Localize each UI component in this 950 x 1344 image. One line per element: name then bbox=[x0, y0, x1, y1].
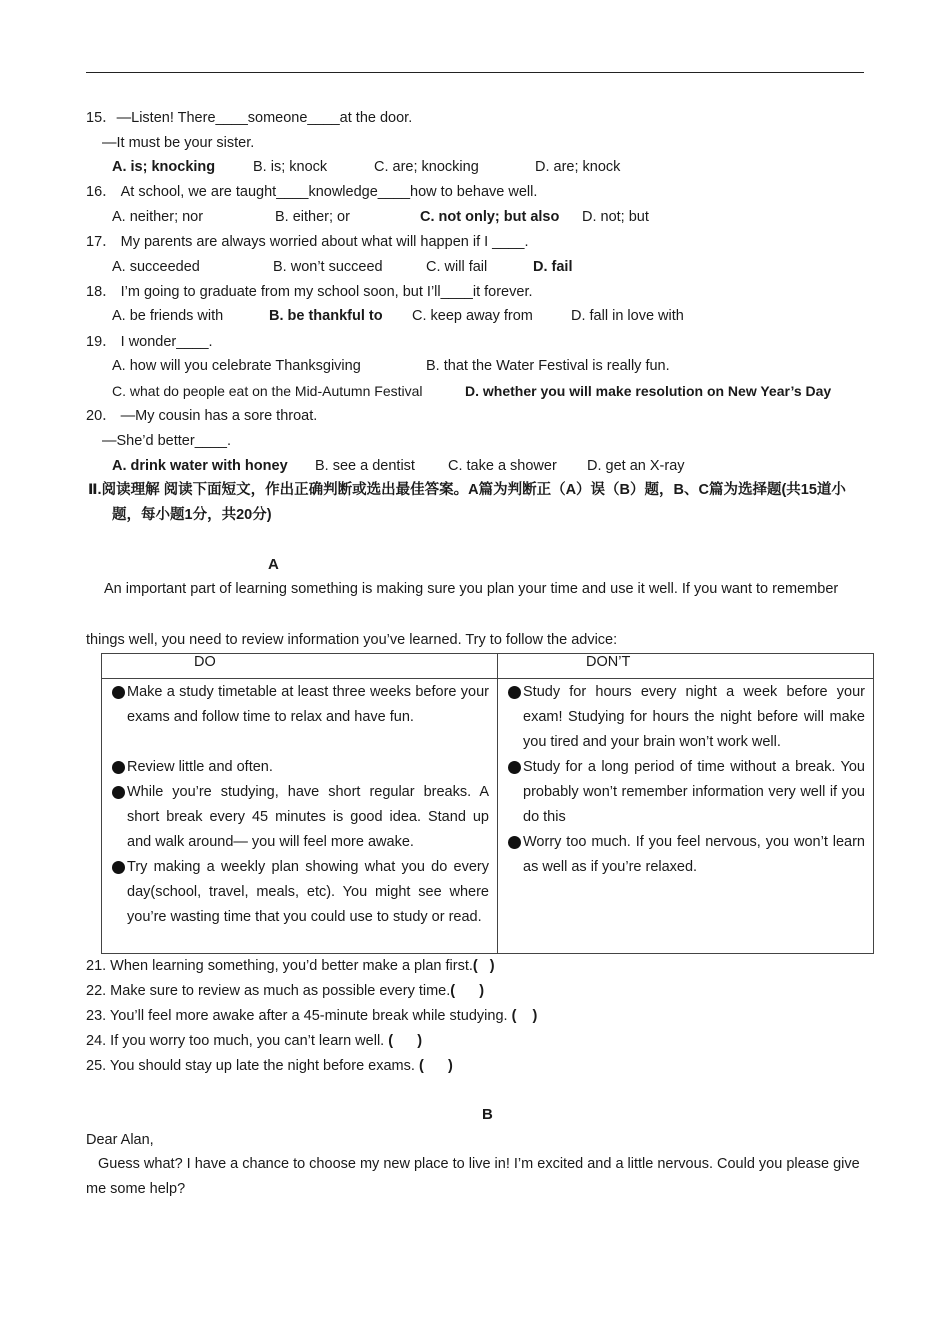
section-2-heading bbox=[88, 478, 868, 528]
option-a: A. drink water with honey bbox=[112, 458, 288, 474]
question-number: 15． bbox=[86, 110, 117, 126]
letter-body: Guess what? I have a chance to choose my new place to live in! I’m excited and a little nervous. Could you please give me some help? bbox=[86, 1156, 860, 1197]
do-column bbox=[102, 679, 498, 954]
do-item: While you’re studying, have short regular breaks. A short break every 45 minutes is good idea. Stand up and walk around— you will feel more awake. bbox=[102, 780, 497, 855]
passage-a-intro-line1: An important part of learning something is making sure you plan your time and use it well. If you want to remember bbox=[104, 581, 839, 597]
option-d: D. not; but bbox=[582, 209, 649, 225]
question-15-reply: —It must be your sister. bbox=[102, 135, 255, 151]
answer-bracket[interactable]: ( ) bbox=[511, 1008, 538, 1024]
do-item: Try making a weekly plan showing what you do every day(school, travel, meals, etc). You might see where you’re wasting time that you could use to study or read. bbox=[102, 855, 497, 930]
question-20 bbox=[86, 407, 317, 425]
dont-column bbox=[498, 679, 874, 954]
do-item: Make a study timetable at least three weeks before your exams and follow time to relax and have fun. bbox=[102, 680, 497, 730]
letter-salutation: Dear Alan, bbox=[86, 1132, 154, 1148]
answer-bracket[interactable]: ( ) bbox=[450, 983, 485, 999]
question-15 bbox=[86, 109, 412, 127]
option-b: B. is; knock bbox=[253, 159, 328, 175]
dont-item: Study for hours every night a week before your exam! Studying for hours the night before will make you tired and your brain won’t work well. bbox=[498, 680, 873, 755]
do-item: Review little and often. bbox=[102, 755, 497, 780]
question-stem: My parents are always worried about what will happen if I ____. bbox=[120, 234, 529, 250]
option-a: A. how will you celebrate Thanksgiving bbox=[112, 358, 361, 374]
bullet-icon bbox=[112, 786, 125, 799]
option-c: C. will fail bbox=[426, 259, 488, 275]
bullet-icon bbox=[112, 861, 125, 874]
question-19 bbox=[86, 333, 213, 351]
option-a: A. neither; nor bbox=[112, 209, 204, 225]
question-stem: —Listen! There____someone____at the door. bbox=[116, 110, 413, 126]
dont-header: DON’T bbox=[498, 654, 874, 679]
question-number: 20． bbox=[86, 408, 117, 424]
bullet-icon bbox=[112, 761, 125, 774]
option-b: B. be thankful to bbox=[269, 308, 383, 324]
question-17 bbox=[86, 233, 528, 251]
do-header: DO bbox=[102, 654, 498, 679]
statement-24: 24. If you worry too much, you can’t learn well. ( ) bbox=[86, 1033, 423, 1049]
option-c: C. what do people eat on the Mid-Autumn Festival bbox=[112, 383, 423, 399]
option-d: D. fail bbox=[533, 259, 573, 275]
answer-bracket[interactable]: ( ) bbox=[388, 1033, 423, 1049]
option-c: C. are; knocking bbox=[374, 159, 479, 175]
statement-21: 21. When learning something, you’d better make a plan first.( ) bbox=[86, 958, 495, 974]
question-stem: I wonder____. bbox=[120, 334, 213, 350]
statement-22: 22. Make sure to review as much as possible every time.( ) bbox=[86, 983, 485, 999]
question-number: 16． bbox=[86, 184, 117, 200]
option-b: B. won’t succeed bbox=[273, 259, 383, 275]
option-a: A. succeeded bbox=[112, 259, 200, 275]
dont-item: Study for a long period of time without a break. You probably won’t remember information very well if you do this bbox=[498, 755, 873, 830]
bullet-icon bbox=[508, 836, 521, 849]
option-c: C. take a shower bbox=[448, 458, 557, 474]
header-rule bbox=[86, 72, 864, 73]
passage-a-intro-line2: things well, you need to review information you’ve learned. Try to follow the advice: bbox=[86, 632, 618, 648]
question-20-reply: —She’d better____. bbox=[102, 433, 231, 449]
statement-23: 23. You’ll feel more awake after a 45-minute break while studying. ( ) bbox=[86, 1008, 538, 1024]
answer-bracket[interactable]: ( ) bbox=[418, 1058, 453, 1074]
dont-item: Worry too much. If you feel nervous, you won’t learn as well as if you’re relaxed. bbox=[498, 830, 873, 880]
option-b: B. either; or bbox=[275, 209, 350, 225]
option-c: C. keep away from bbox=[412, 308, 533, 324]
question-number: 17． bbox=[86, 234, 117, 250]
question-stem: I’m going to graduate from my school soon, but I’ll____it forever. bbox=[120, 284, 533, 300]
option-d: D. fall in love with bbox=[571, 308, 684, 324]
question-number: 18． bbox=[86, 284, 117, 300]
section-2-title: Ⅱ.阅读理解 阅读下面短文，作出正确判断或选出最佳答案。A篇为判断正（A）误（B）题，B、C篇为选择题(共15道小题，每小题1分，共20分) bbox=[88, 482, 846, 523]
question-16 bbox=[86, 183, 537, 201]
option-d: D. whether you will make resolution on New Year’s Day bbox=[465, 383, 832, 399]
question-number: 19． bbox=[86, 334, 117, 350]
question-18 bbox=[86, 283, 533, 301]
question-stem: —My cousin has a sore throat. bbox=[120, 408, 318, 424]
option-a: A. be friends with bbox=[112, 308, 224, 324]
bullet-icon bbox=[508, 761, 521, 774]
advice-table bbox=[101, 653, 874, 954]
option-d: D. are; knock bbox=[535, 159, 621, 175]
passage-a-heading: A bbox=[268, 556, 279, 573]
passage-a-intro bbox=[104, 577, 862, 602]
passage-b-heading: B bbox=[482, 1106, 493, 1123]
option-b: B. that the Water Festival is really fun. bbox=[426, 358, 670, 374]
option-c: C. not only; but also bbox=[420, 209, 560, 225]
bullet-icon bbox=[508, 686, 521, 699]
question-stem: At school, we are taught____knowledge____how to behave well. bbox=[120, 184, 538, 200]
option-b: B. see a dentist bbox=[315, 458, 415, 474]
bullet-icon bbox=[112, 686, 125, 699]
answer-bracket[interactable]: ( ) bbox=[472, 958, 495, 974]
statement-25: 25. You should stay up late the night before exams. ( ) bbox=[86, 1058, 453, 1074]
option-d: D. get an X-ray bbox=[587, 458, 685, 474]
option-a: A. is; knocking bbox=[112, 159, 216, 175]
